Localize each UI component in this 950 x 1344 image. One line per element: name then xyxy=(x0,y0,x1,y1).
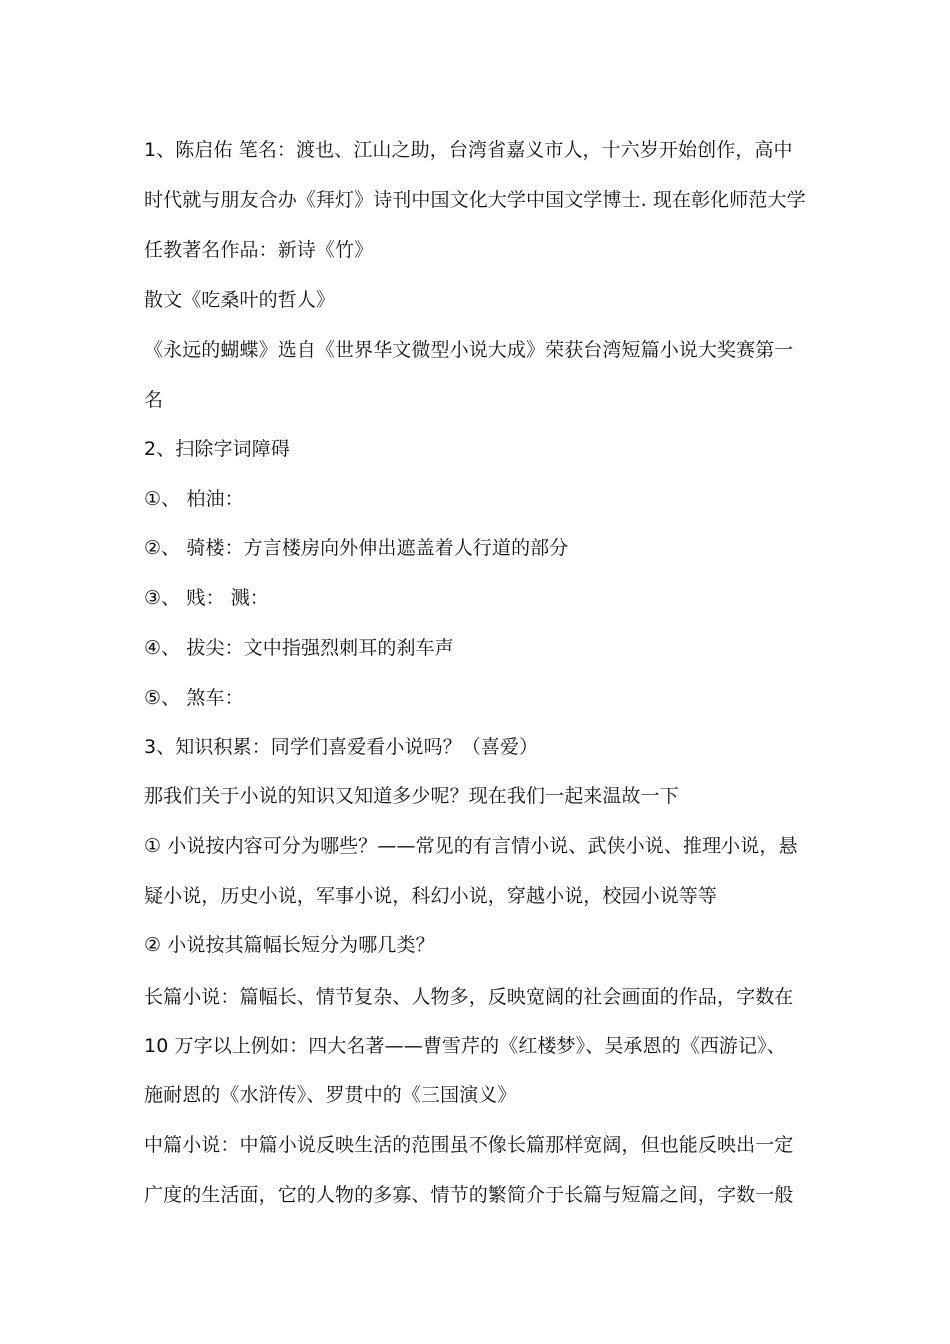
text-line: 疑小说，历史小说，军事小说，科幻小说，穿越小说，校园小说等等 xyxy=(144,885,718,907)
text-line: 10 万字以上例如：四大名著——曹雪芹的《红楼梦》、吴承恩的《西游记》、 xyxy=(144,1035,786,1057)
text-line: 时代就与朋友合办《拜灯》诗刊中国文化大学中国文学博士. 现在彰化师范大学 xyxy=(144,189,806,211)
section-heading: 3、知识积累：同学们喜爱看小说吗？（喜爱） xyxy=(144,736,539,758)
vocab-item: ②、 骑楼：方言楼房向外伸出遮盖着人行道的部分 xyxy=(144,537,569,559)
text-line: 名 xyxy=(144,389,164,411)
text-line: 任教著名作品：新诗《竹》 xyxy=(144,239,374,261)
text-line: ② 小说按其篇幅长短分为哪几类？ xyxy=(144,934,435,956)
text-line: 施耐恩的《水浒传》、罗贯中的《三国演义》 xyxy=(144,1084,517,1106)
text-line: 1、陈启佑 笔名：渡也、江山之助，台湾省嘉义市人，十六岁开始创作，高中 xyxy=(144,139,793,161)
text-line: 广度的生活面，它的人物的多寡、情节的繁简介于长篇与短篇之间，字数一般 xyxy=(144,1184,794,1206)
text-line: 那我们关于小说的知识又知道多少呢？现在我们一起来温故一下 xyxy=(144,785,679,807)
vocab-item: ③、 贱： 溅： xyxy=(144,587,269,609)
vocab-item: ①、 柏油： xyxy=(144,488,244,510)
vocab-item: ④、 拔尖：文中指强烈刺耳的刹车声 xyxy=(144,637,454,659)
text-line: ① 小说按内容可分为哪些？——常见的有言情小说、武侠小说、推理小说，悬 xyxy=(144,835,798,857)
text-line: 中篇小说：中篇小说反映生活的范围虽不像长篇那样宽阔，但也能反映出一定 xyxy=(144,1134,794,1156)
text-line: 散文《吃桑叶的哲人》 xyxy=(144,289,336,311)
text-line: 长篇小说：篇幅长、情节复杂、人物多，反映宽阔的社会画面的作品，字数在 xyxy=(144,986,794,1008)
section-heading: 2、扫除字词障碍 xyxy=(144,438,290,460)
vocab-item: ⑤、 煞车： xyxy=(144,687,244,709)
text-line: 《永远的蝴蝶》选自《世界华文微型小说大成》荣获台湾短篇小说大奖赛第一 xyxy=(144,339,794,361)
